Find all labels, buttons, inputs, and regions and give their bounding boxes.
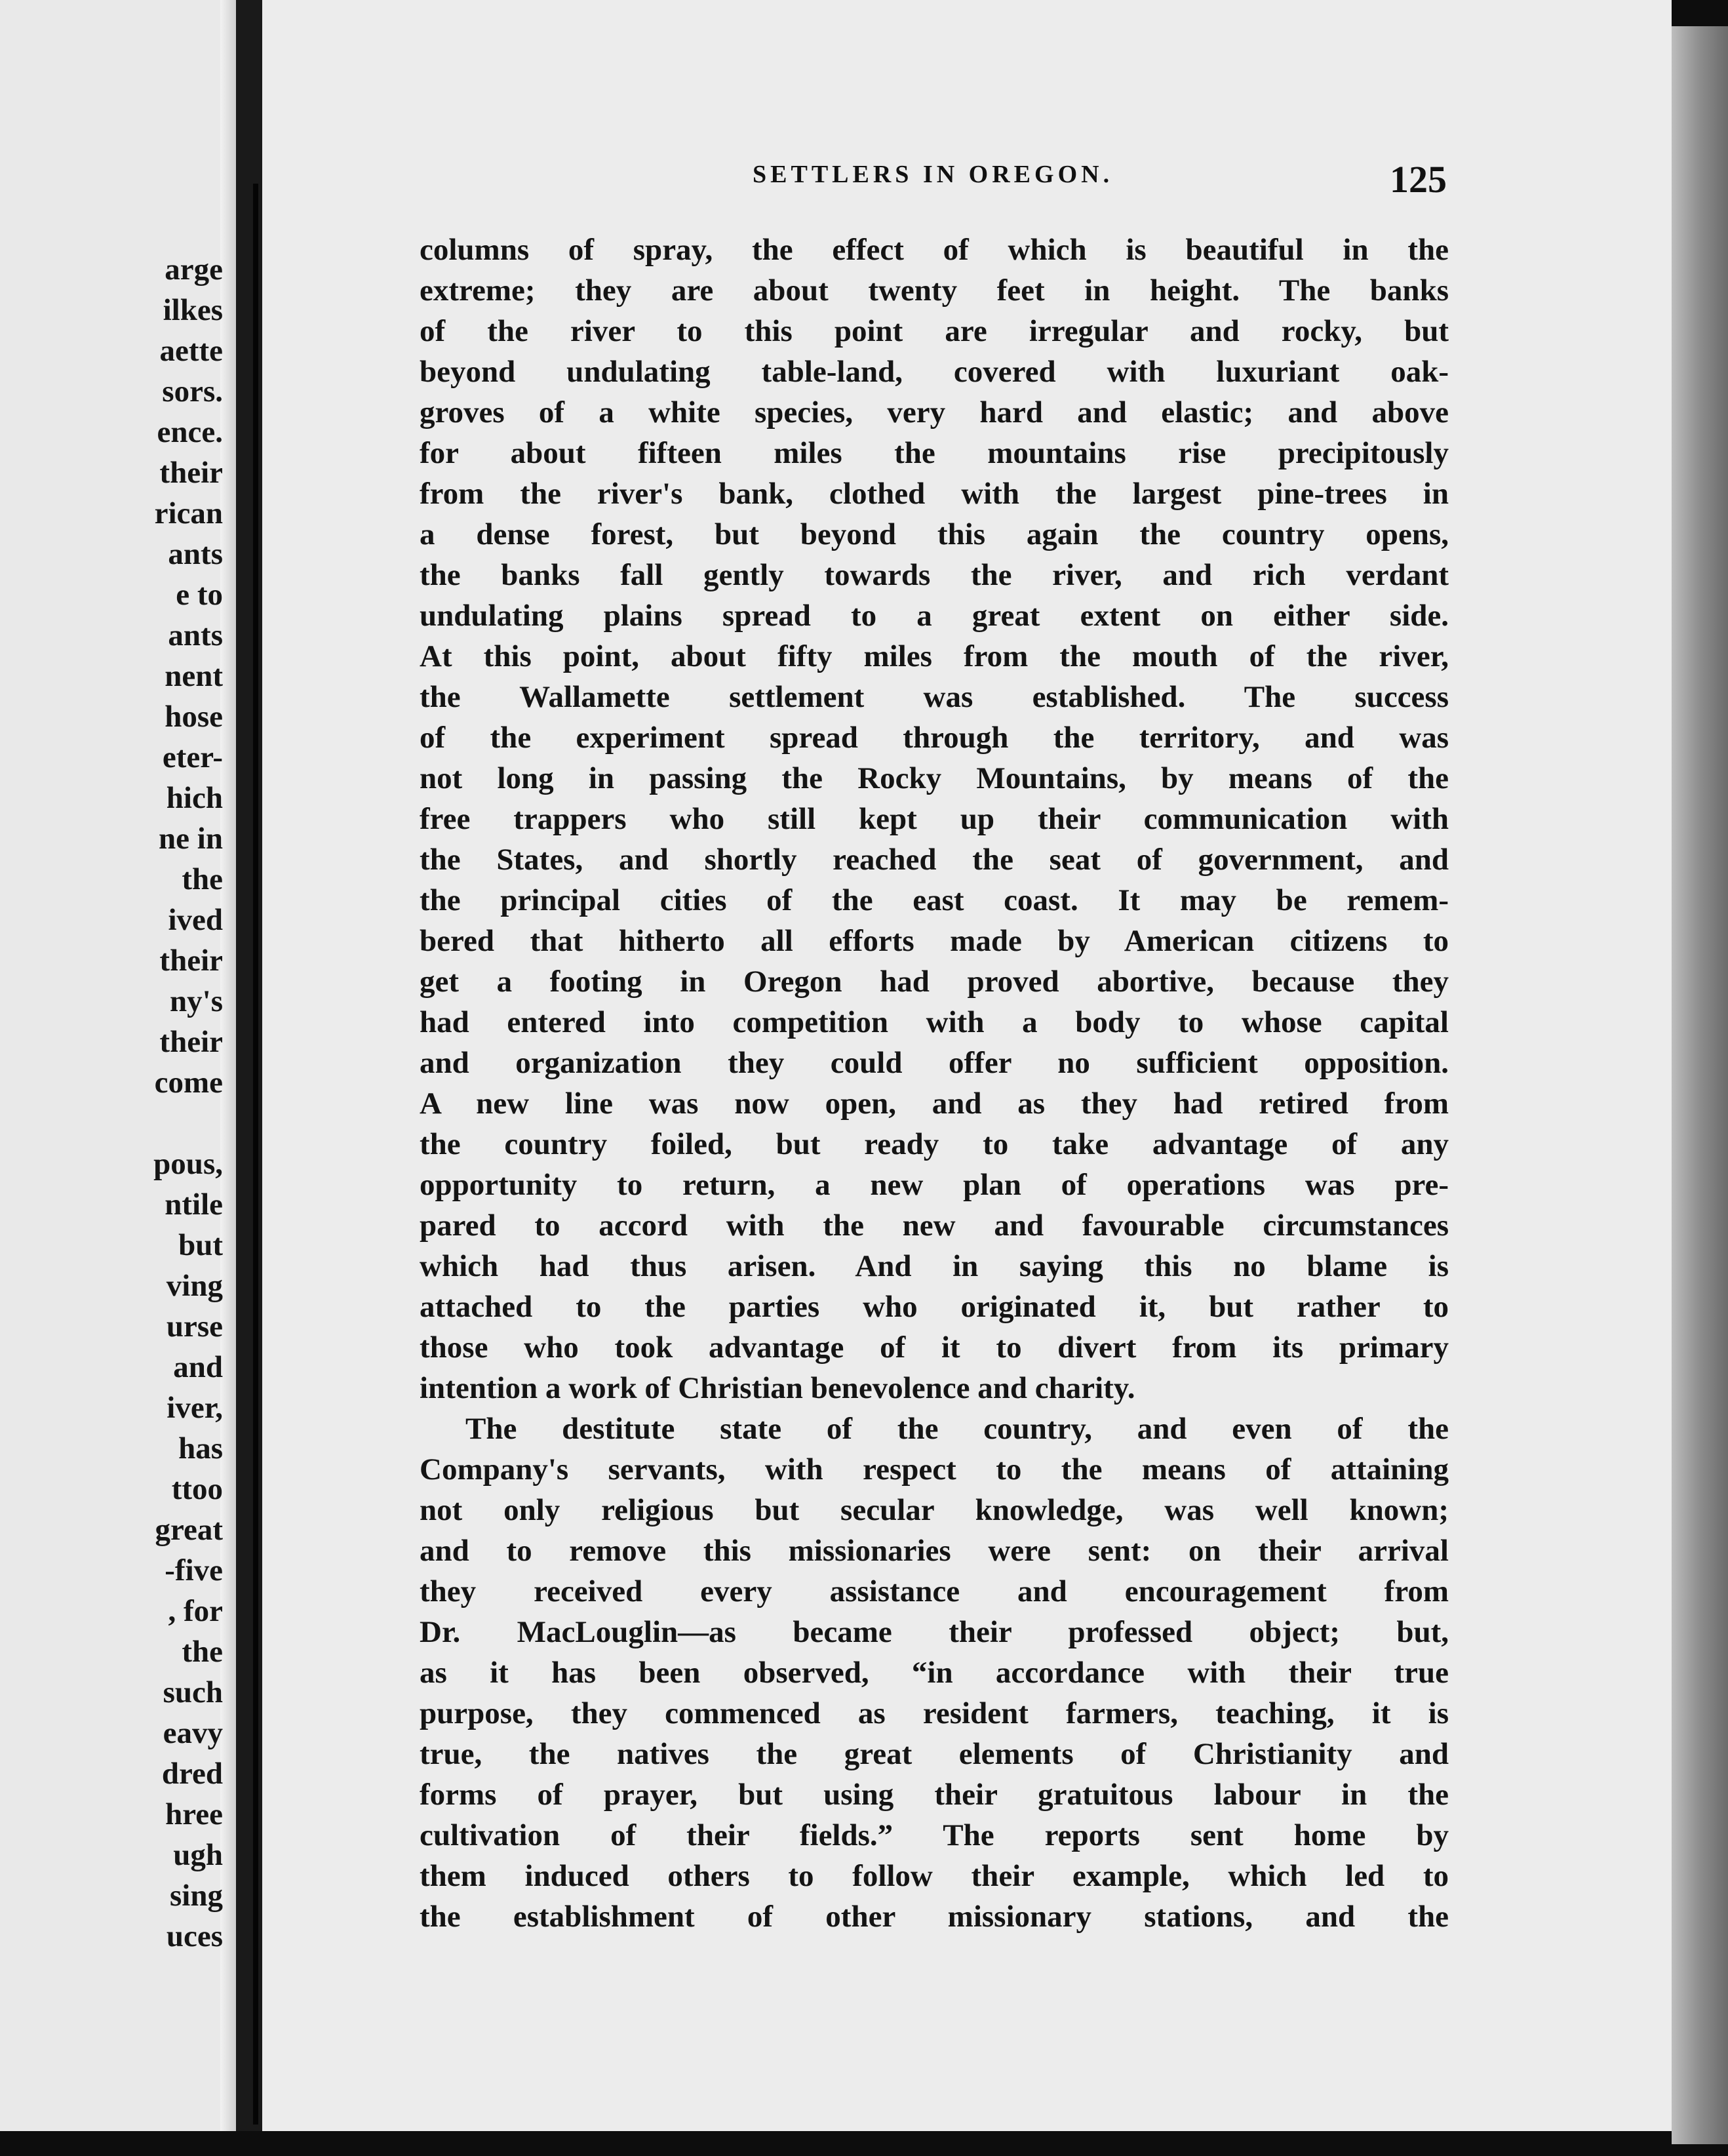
left-fragment-line: ants — [168, 537, 223, 571]
left-fragment-line: but — [178, 1228, 223, 1262]
left-fragment-line: ne in — [159, 822, 223, 856]
page-number: 125 — [1390, 158, 1447, 201]
text-line: as it has been observed, “in accordance with their true — [420, 1656, 1449, 1690]
text-line: opportunity to return, a new plan of operations was pre- — [420, 1168, 1449, 1202]
book-gutter — [236, 0, 262, 2131]
body-text — [420, 230, 1449, 1937]
text-line: and organization they could offer no sufficient opposition. — [420, 1046, 1449, 1080]
text-line: from the river's bank, clothed with the largest pine-trees in — [420, 477, 1449, 511]
left-fragment-line: ived — [168, 903, 223, 937]
left-fragment-line: ny's — [170, 984, 223, 1018]
text-line: the country foiled, but ready to take advantage of any — [420, 1127, 1449, 1161]
text-line: forms of prayer, but using their gratuitous labour in the — [420, 1778, 1449, 1812]
left-fragment-line: e to — [176, 578, 223, 612]
text-line: for about fifteen miles the mountains rise precipitously — [420, 436, 1449, 470]
left-fragment-line: ilkes — [163, 293, 223, 327]
left-fragment-line: eter- — [162, 740, 223, 774]
text-line: a dense forest, but beyond this again the country opens, — [420, 517, 1449, 551]
left-fragment-line: the — [182, 1635, 223, 1669]
left-fragment-line: great — [155, 1513, 223, 1547]
left-fragment-line: ttoo — [171, 1472, 223, 1506]
page-stack-edge — [1672, 26, 1728, 2144]
left-fragment-line: pous, — [153, 1147, 223, 1181]
left-page-fragments — [0, 249, 223, 1957]
text-line: A new line was now open, and as they had retired from — [420, 1087, 1449, 1121]
text-line: the banks fall gently towards the river, and rich verdant — [420, 558, 1449, 592]
text-line: those who took advantage of it to divert from its primary — [420, 1330, 1449, 1365]
left-fragment-line: uces — [166, 1919, 223, 1953]
text-line: had entered into competition with a body to whose capital — [420, 1005, 1449, 1039]
left-fragment-line: ants — [168, 618, 223, 652]
text-line: of the experiment spread through the territory, and was — [420, 721, 1449, 755]
text-line: the States, and shortly reached the seat of government, and — [420, 843, 1449, 877]
left-fragment-line: urse — [166, 1309, 223, 1344]
left-fragment-line: nent — [165, 659, 223, 693]
text-line: the principal cities of the east coast. It may be remem- — [420, 883, 1449, 917]
left-fragment-line: hose — [165, 700, 223, 734]
text-line: intention a work of Christian benevolence and charity. — [420, 1371, 1135, 1405]
text-line: not only religious but secular knowledge, was well known; — [420, 1493, 1449, 1527]
left-fragment-line: hree — [165, 1797, 223, 1831]
text-line: Company's servants, with respect to the means of attaining — [420, 1452, 1449, 1487]
text-line: them induced others to follow their example, which led to — [420, 1859, 1449, 1893]
running-head: SETTLERS IN OREGON. — [753, 161, 1114, 188]
left-fragment-line: aette — [159, 334, 223, 368]
left-fragment-line: arge — [165, 252, 223, 287]
left-fragment-line: iver, — [167, 1391, 223, 1425]
text-line: The destitute state of the country, and even of the — [465, 1412, 1449, 1446]
left-fragment-line: hich — [166, 781, 223, 815]
left-fragment-line: the — [182, 862, 223, 896]
text-line: Dr. MacLouglin—as became their professed object; but, — [420, 1615, 1449, 1649]
text-line: which had thus arisen. And in saying this no blame is — [420, 1249, 1449, 1283]
text-line: of the river to this point are irregular and rocky, but — [420, 314, 1449, 348]
left-fragment-line: eavy — [163, 1716, 223, 1750]
text-line: get a footing in Oregon had proved abortive, because they — [420, 965, 1449, 999]
text-line: bered that hitherto all efforts made by American citizens to — [420, 924, 1449, 958]
left-fragment-line: their — [159, 1025, 223, 1059]
left-fragment-line: and — [173, 1350, 223, 1384]
left-fragment-line: such — [163, 1675, 223, 1709]
left-fragment-line: , for — [168, 1594, 223, 1628]
text-line: the Wallamette settlement was established. The success — [420, 680, 1449, 714]
text-line: attached to the parties who originated it, but rather to — [420, 1290, 1449, 1324]
text-line: true, the natives the great elements of Christianity and — [420, 1737, 1449, 1771]
text-line: cultivation of their fields.” The reports sent home by — [420, 1818, 1449, 1852]
left-fragment-line: come — [154, 1066, 223, 1100]
left-fragment-line: ntile — [165, 1188, 223, 1222]
text-line: not long in passing the Rocky Mountains, by means of the — [420, 761, 1449, 795]
left-fragment-line: ugh — [173, 1838, 223, 1872]
text-line: pared to accord with the new and favourable circumstances — [420, 1208, 1449, 1243]
left-fragment-line: their — [159, 456, 223, 490]
text-line: the establishment of other missionary stations, and the — [420, 1900, 1449, 1934]
left-fragment-line: ence. — [157, 415, 223, 449]
text-line: beyond undulating table-land, covered with luxuriant oak- — [420, 355, 1449, 389]
text-line: free trappers who still kept up their communication with — [420, 802, 1449, 836]
left-fragment-line — [0, 1103, 223, 1144]
left-fragment-line: dred — [161, 1757, 223, 1791]
gutter-shadow — [253, 184, 258, 2125]
left-fragment-line: their — [159, 944, 223, 978]
text-line: purpose, they commenced as resident farmers, teaching, it is — [420, 1696, 1449, 1730]
text-line: At this point, about fifty miles from the mouth of the river, — [420, 639, 1449, 673]
left-fragment-line: ving — [166, 1269, 223, 1303]
left-fragment-line: rican — [154, 496, 223, 530]
left-fragment-line: sors. — [162, 374, 223, 409]
text-line: they received every assistance and encouragement from — [420, 1574, 1449, 1608]
text-line: groves of a white species, very hard and elastic; and above — [420, 395, 1449, 429]
text-line: undulating plains spread to a great extent on either side. — [420, 599, 1449, 633]
left-fragment-line: has — [178, 1431, 223, 1466]
left-fragment-line: -five — [165, 1553, 223, 1587]
text-line: and to remove this missionaries were sent: on their arrival — [420, 1534, 1449, 1568]
left-fragment-line: sing — [170, 1879, 223, 1913]
text-line: columns of spray, the effect of which is beautiful in the — [420, 233, 1449, 267]
text-line: extreme; they are about twenty feet in height. The banks — [420, 273, 1449, 308]
